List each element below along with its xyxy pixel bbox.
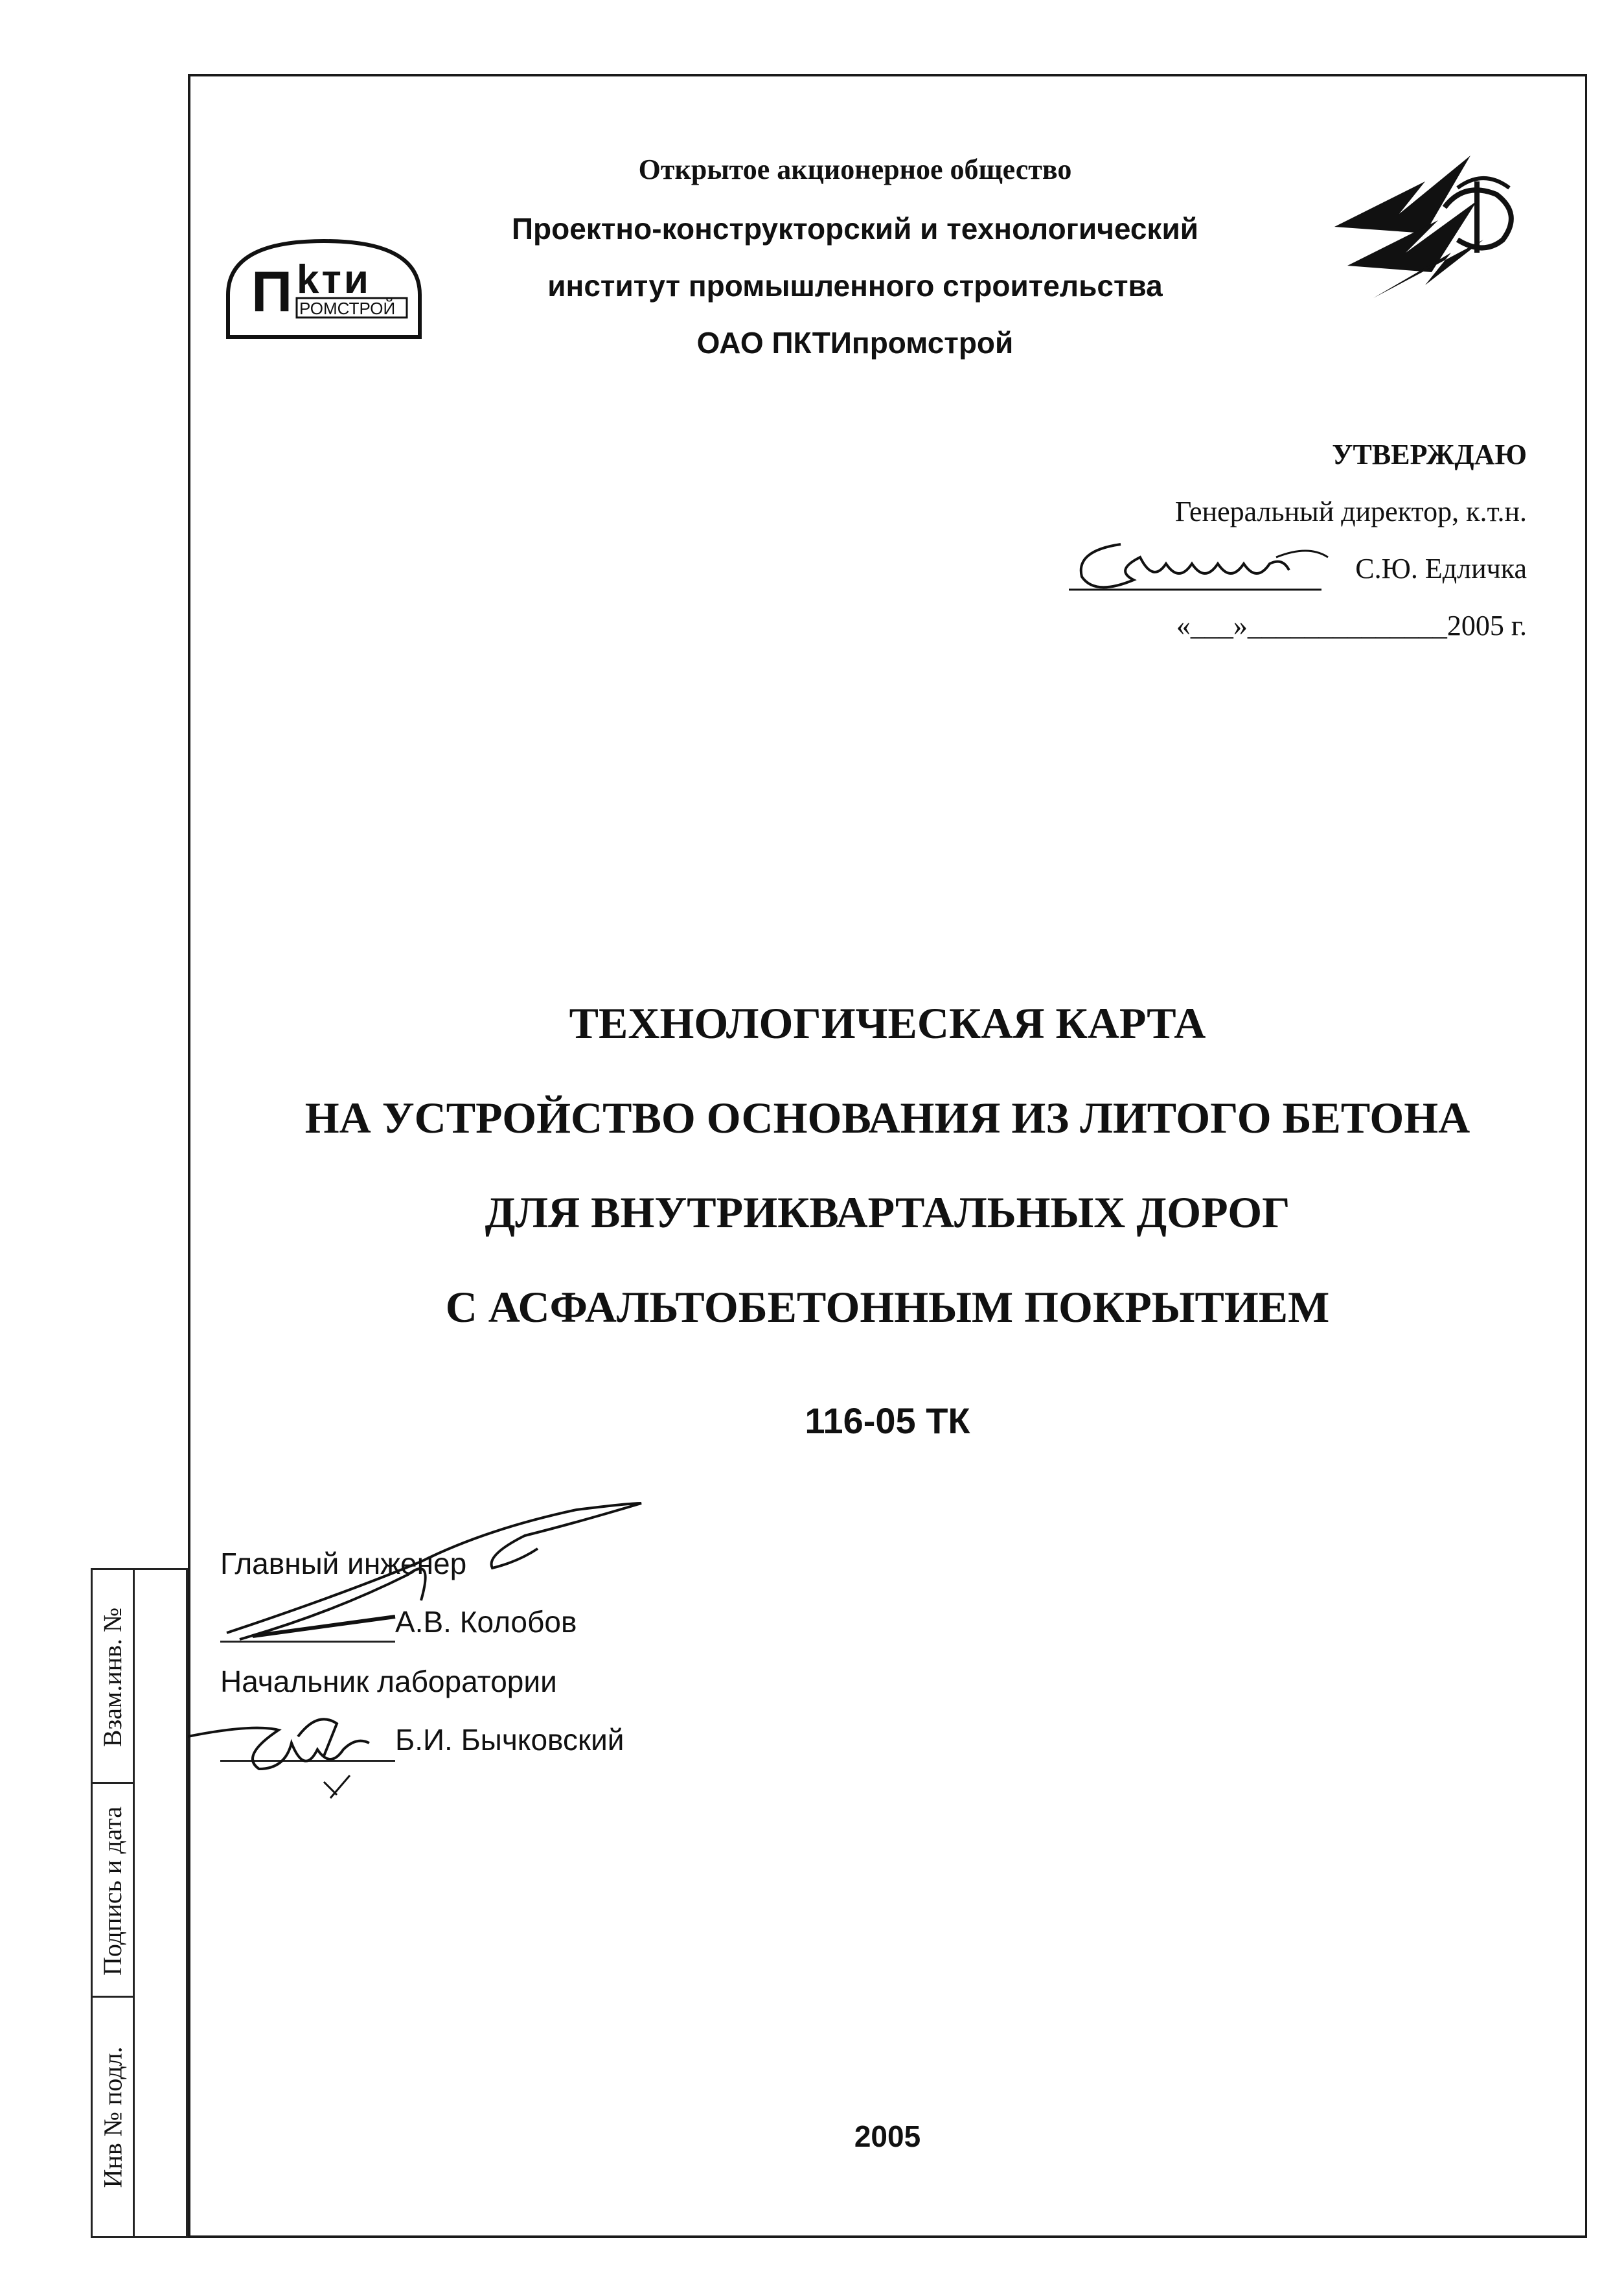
director-signature: [1062, 518, 1341, 609]
chief-engineer-signature: [214, 1484, 667, 1652]
side-stamp: [91, 1568, 188, 2238]
org-name-line2: институт промышленного строительства: [547, 269, 1163, 303]
org-type: Открытое акционерное общество: [638, 154, 1072, 185]
lab-head-position: Начальник лаборатории: [220, 1665, 557, 1698]
side-stamp-inventory-label: Инв № подл.: [98, 2046, 128, 2188]
chief-engineer-position: Главный инженер: [220, 1547, 467, 1580]
org-short-name: ОАО ПКТИпромстрой: [696, 326, 1014, 360]
org-name-line1: Проектно-конструкторский и технологический: [511, 212, 1199, 246]
lab-head-name: Б.И. Бычковский: [395, 1723, 624, 1757]
document-title-line3: ДЛЯ ВНУТРИКВАРТАЛЬНЫХ ДОРОГ: [485, 1188, 1290, 1237]
side-stamp-label-column: [93, 1570, 135, 2236]
document-year: 2005: [854, 2119, 921, 2153]
approval-position: Генеральный директор, к.т.н.: [1174, 496, 1527, 527]
approval-title: УТВЕРЖДАЮ: [1332, 439, 1527, 470]
document-title-line1: ТЕХНОЛОГИЧЕСКАЯ КАРТА: [569, 999, 1206, 1048]
approval-name: С.Ю. Едличка: [1355, 553, 1527, 584]
document-code: 116-05 ТК: [805, 1400, 970, 1441]
side-stamp-signature-label: Подпись и дата: [98, 1806, 128, 1976]
pktipromstroy-logo: [220, 233, 428, 343]
logo-letter-p: П: [251, 259, 293, 323]
side-stamp-replacement-label: Взам.инв. №: [98, 1607, 128, 1747]
chief-engineer-name: А.В. Колобов: [395, 1605, 577, 1639]
logo-romstroy: РОМСТРОЙ: [299, 299, 396, 318]
logo-letters-kti: kти: [297, 257, 371, 302]
lab-head-signature: [175, 1685, 421, 1801]
approval-date: «___»______________2005 г.: [1176, 610, 1527, 641]
corporate-emblem-logo: [1328, 143, 1535, 311]
document-title-line4: С АСФАЛЬТОБЕТОННЫМ ПОКРЫТИЕМ: [445, 1282, 1330, 1332]
page-frame: [188, 74, 1587, 2238]
document-title-line2: НА УСТРОЙСТВО ОСНОВАНИЯ ИЗ ЛИТОГО БЕТОНА: [304, 1093, 1470, 1142]
